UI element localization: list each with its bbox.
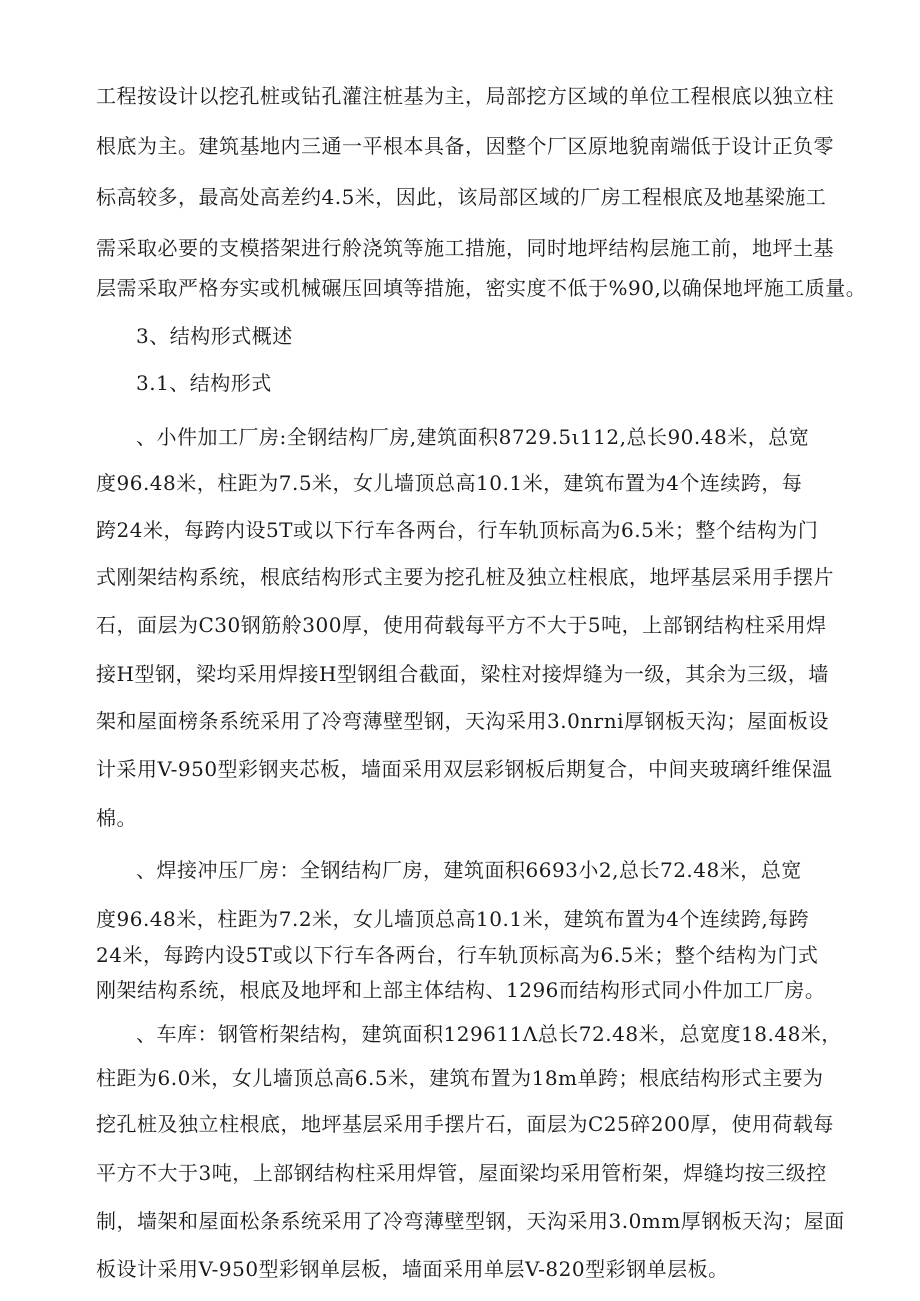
paragraph-line: 、小件加工厂房:全钢结构厂房,建筑面积8729.5ι112,总长90.48米，总宽 <box>136 425 810 449</box>
paragraph-line: 接H型钢，梁均采用焊接H型钢组合截面，梁柱对接焊缝为一级，其余为三级，墙 <box>96 662 829 686</box>
paragraph-line: 根底为主。建筑基地内三通一平根本具备，因整个厂区原地貌南端低于设计正负零 <box>96 134 834 158</box>
paragraph-line: 度96.48米，柱距为7.5米，女儿墙顶总高10.1米，建筑布置为4个连续跨，每 <box>96 471 803 495</box>
paragraph-line: 24米，每跨内设5T或以下行车各两台，行车轨顶标高为6.5米；整个结构为门式 <box>96 943 819 967</box>
paragraph-line: 石，面层为C30钢筋舲300厚，使用荷载每平方不大于5吨，上部钢结构柱采用焊 <box>96 613 827 637</box>
paragraph-line: 层需采取严格夯实或机械碾压回填等措施，密实度不低于%90,以确保地坪施工质量。 <box>96 276 867 300</box>
paragraph-line: 制，墙架和屋面松条系统采用了冷弯薄壁型钢，天沟采用3.0mm厚钢板天沟；屋面 <box>96 1209 845 1233</box>
paragraph-line: 刚架结构系统，根底及地坪和上部主体结构、1296而结构形式同小件加工厂房。 <box>96 978 826 1002</box>
paragraph-line: 、车库：钢管桁架结构，建筑面积129611Λ总长72.48米，总宽度18.48米， <box>136 1022 842 1046</box>
subsection-heading: 3.1、结构形式 <box>136 371 272 395</box>
paragraph-line: 柱距为6.0米，女儿墙顶总高6.5米，建筑布置为18m单跨；根底结构形式主要为 <box>96 1066 824 1090</box>
paragraph-line: 棉。 <box>96 806 137 830</box>
paragraph-line: 标高较多，最高处高差约4.5米，因此，该局部区域的厂房工程根底及地基梁施工 <box>96 185 827 209</box>
paragraph-line: 架和屋面榜条系统采用了冷弯薄壁型钢，天沟采用3.0nrni厚钢板天沟；屋面板设 <box>96 709 830 733</box>
paragraph-line: 工程按设计以挖孔桩或钻孔灌注桩基为主，局部挖方区域的单位工程根底以独立柱 <box>96 84 834 108</box>
paragraph-line: 平方不大于3吨，上部钢结构柱采用焊管，屋面梁均采用管桁架，焊缝均按三级控 <box>96 1161 827 1185</box>
paragraph-line: 需采取必要的支模搭架进行舲浇筑等施工措施，同时地坪结构层施工前，地坪土基 <box>96 236 834 260</box>
paragraph-line: 板设计采用V-950型彩钢单层板，墙面采用单层V-820型彩钢单层板。 <box>96 1257 729 1281</box>
paragraph-line: 、焊接冲压厂房：全钢结构厂房，建筑面积6693小2,总长72.48米，总宽 <box>136 858 802 882</box>
paragraph-line: 式刚架结构系统，根底结构形式主要为挖孔桩及独立柱根底，地坪基层采用手摆片 <box>96 565 834 589</box>
paragraph-line: 计采用V-950型彩钢夹芯板，墙面采用双层彩钢板后期复合，中间夹玻璃纤维保温 <box>96 757 833 781</box>
paragraph-line: 挖孔桩及独立柱根底，地坪基层采用手摆片石，面层为C25碎200厚，使用荷载每 <box>96 1112 834 1136</box>
section-heading: 3、结构形式概述 <box>136 324 293 348</box>
paragraph-line: 度96.48米，柱距为7.2米，女儿墙顶总高10.1米，建筑布置为4个连续跨,每跨 <box>96 907 810 931</box>
paragraph-line: 跨24米，每跨内设5T或以下行车各两台，行车轨顶标高为6.5米；整个结构为门 <box>96 518 819 542</box>
